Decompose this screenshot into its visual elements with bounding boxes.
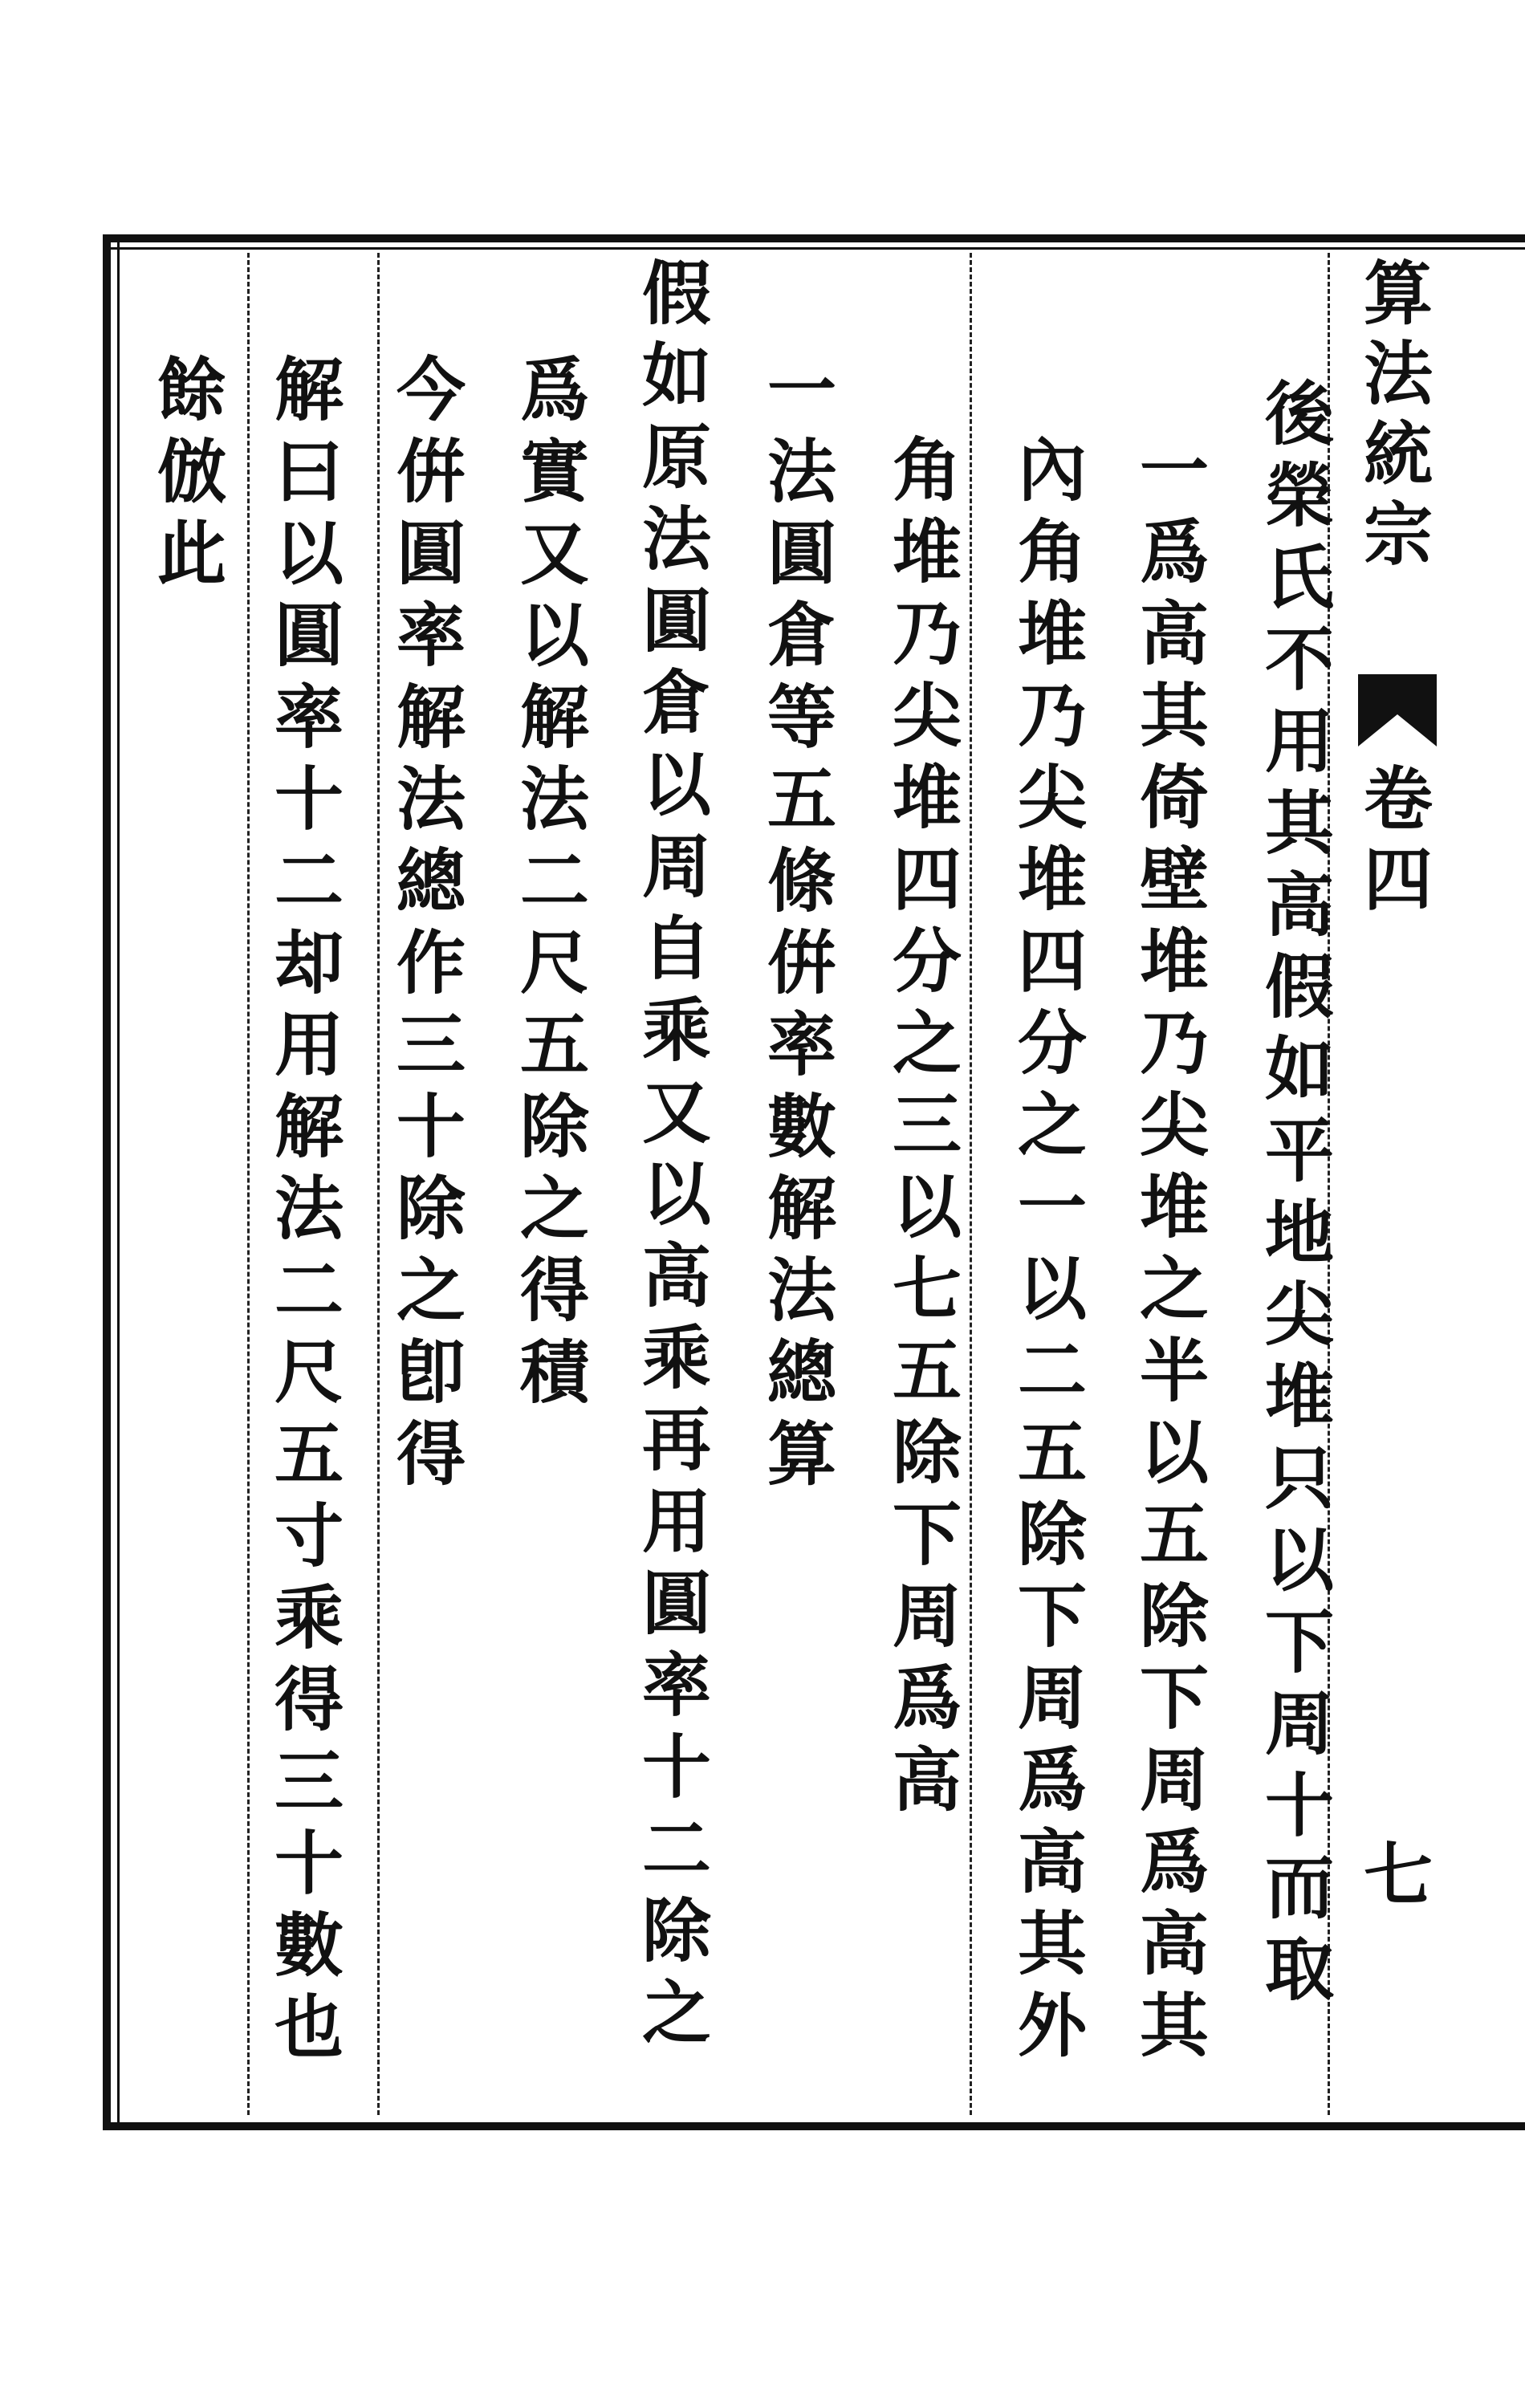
text-column-4: 角堆乃尖堆四分之三以七五除下周爲高 [880, 433, 962, 1825]
book-title: 算法統宗 [1352, 257, 1433, 578]
column-separator [377, 253, 382, 2115]
fish-tail-ornament [1353, 666, 1442, 755]
folio-number: 七 [1352, 1838, 1433, 1907]
text-column-7: 爲實又以解法二尺五除之得積 [508, 353, 589, 1418]
text-column-1: 後榮氏不用其高假如平地尖堆只以下周十而取 [1253, 377, 1334, 2015]
text-column-3: 內角堆乃尖堆四分之一以二五除下周爲高其外 [1006, 433, 1087, 2071]
text-column-10: 餘倣此 [145, 353, 226, 599]
text-column-6: 假如原法圓倉以周自乘又以高乘再用圓率十二除之 [630, 257, 711, 2058]
frame-bottom-border [103, 2122, 1525, 2130]
frame-left-border [103, 234, 111, 2129]
text-column-2: 一爲高其倚壁堆乃尖堆之半以五除下周爲高其 [1128, 433, 1209, 2071]
text-column-5: 一法圓倉等五條倂率數解法總算 [755, 353, 836, 1499]
text-column-9: 解曰以圓率十二却用解法二尺五寸乘得三十數也 [262, 353, 344, 2072]
column-separator [247, 253, 252, 2115]
frame-top-border [103, 234, 1525, 242]
volume-label: 卷四 [1352, 763, 1433, 923]
margin-header [1353, 241, 1525, 2123]
text-column-8: 今倂圓率解法總作三十除之卽得 [384, 353, 466, 1499]
frame-top-inner-border [103, 247, 1525, 250]
column-separator [970, 253, 974, 2115]
frame-left-inner-border [117, 241, 120, 2129]
